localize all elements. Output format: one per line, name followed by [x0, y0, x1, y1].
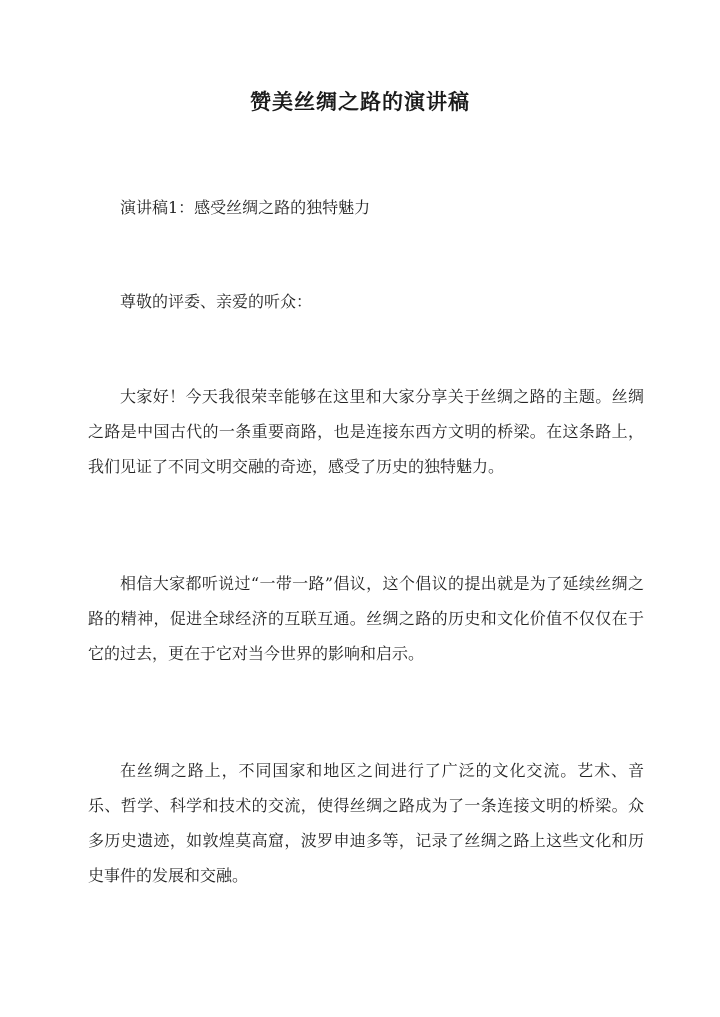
- paragraph-greeting: 大家好！今天我很荣幸能够在这里和大家分享关于丝绸之路的主题。丝绸之路是中国古代的一条重要商路，也是连接东西方文明的桥梁。在这条路上，我们见证了不同文明交融的奇迹，感受了历史的独特魅力。: [88, 387, 644, 476]
- speech-subtitle: 演讲稿1：感受丝绸之路的独特魅力: [120, 198, 371, 217]
- paragraph-cultural-exchange: 在丝绸之路上，不同国家和地区之间进行了广泛的文化交流。艺术、音乐、哲学、科学和技术的交流，使得丝绸之路成为了一条连接文明的桥梁。众多历史遗迹，如敦煌莫高窟，波罗申迪多等，记录了丝绸之路上这些文化和历史事件的发展和交融。: [88, 761, 644, 885]
- document-title: 赞美丝绸之路的演讲稿: [250, 89, 470, 114]
- paragraph-belt-and-road: 相信大家都听说过“一带一路”倡议，这个倡议的提出就是为了延续丝绸之路的精神，促进全球经济的互联互通。丝绸之路的历史和文化价值不仅仅在于它的过去，更在于它对当今世界的影响和启示。: [88, 574, 644, 663]
- salutation: 尊敬的评委、亲爱的听众：: [120, 292, 313, 311]
